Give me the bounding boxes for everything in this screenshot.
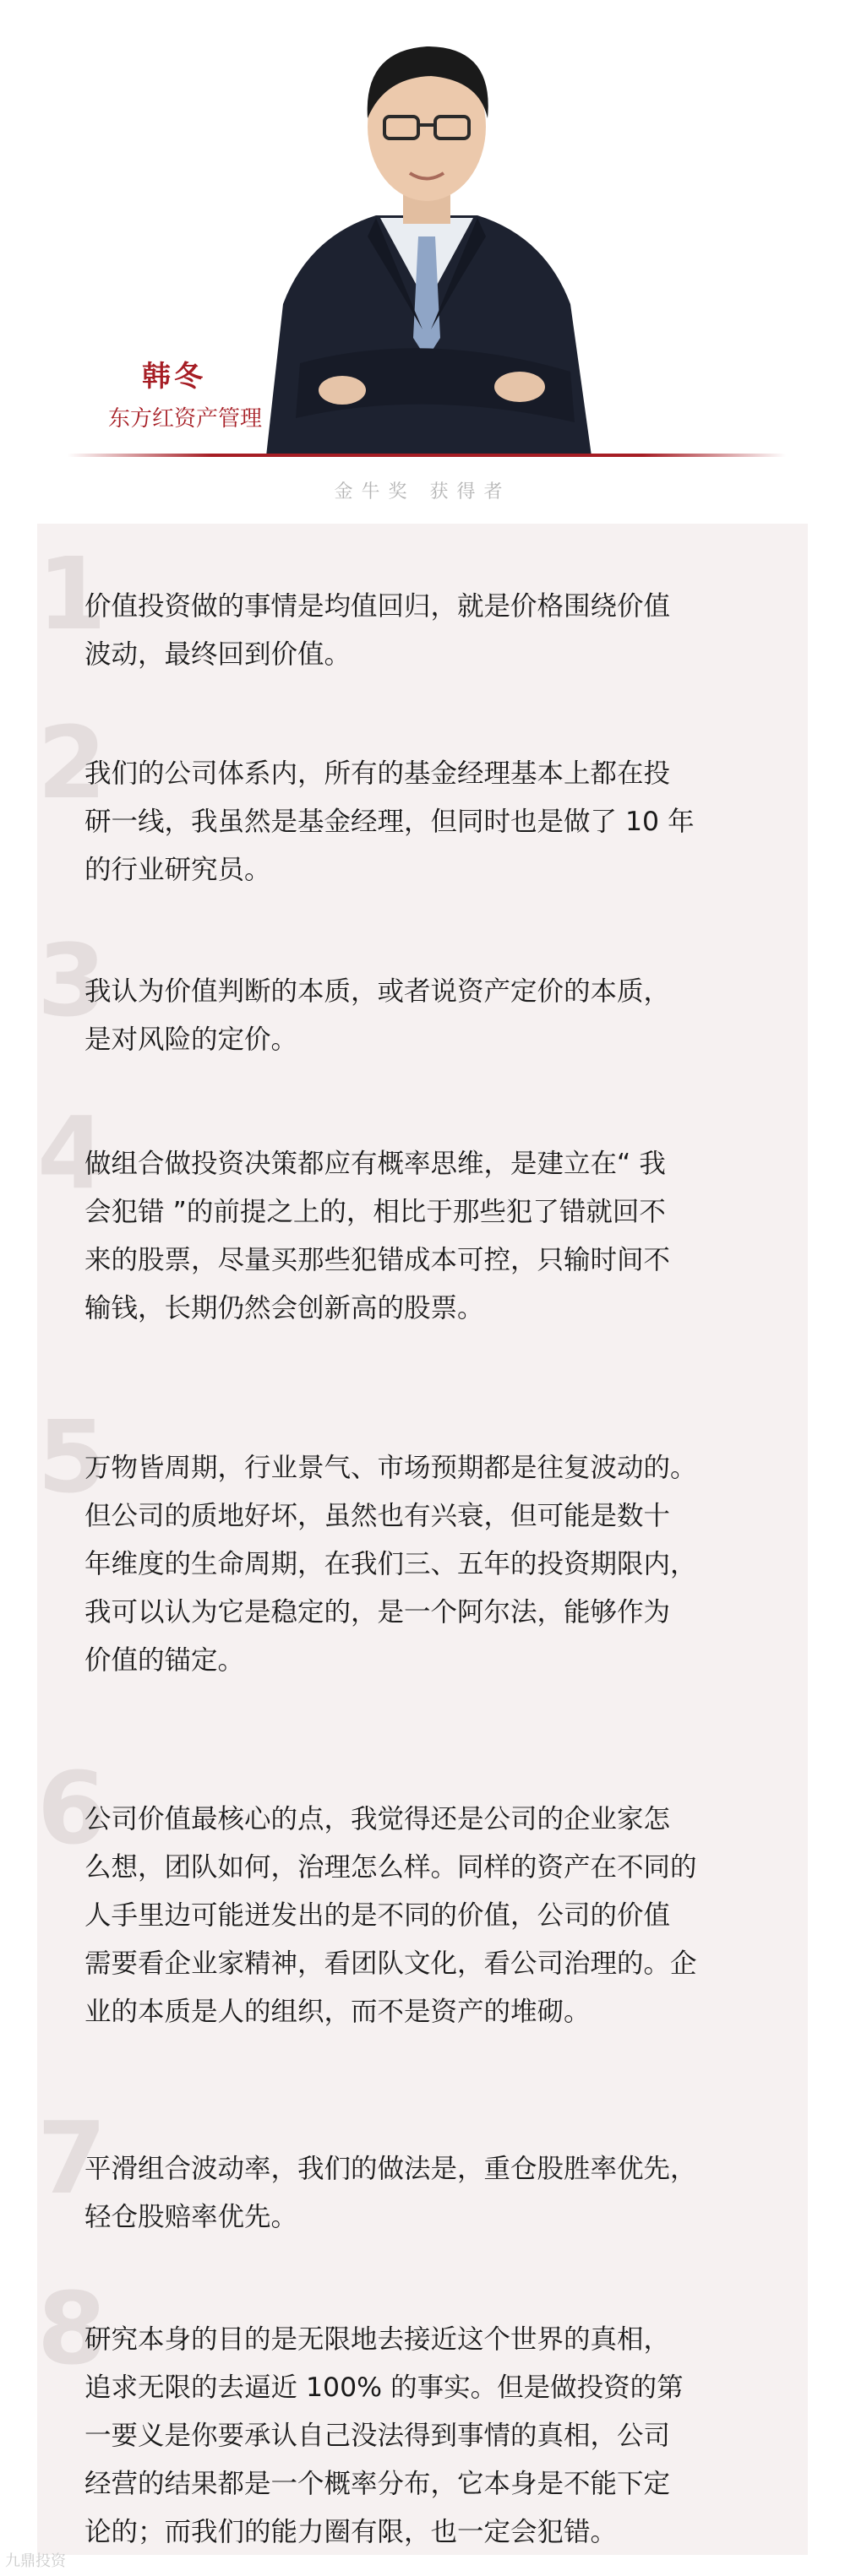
quote-number: 8: [37, 2270, 107, 2387]
quote-number: 6: [37, 1750, 107, 1867]
divider: [68, 454, 786, 457]
quote-text: 做组合做投资决策都应有概率思维，是建立在“ 我 会犯错 ”的前提之上的，相比于那些犯了错就回不 来的股票，尽量买那些犯错成本可控，只输时间不 输钱，长期仍然会创新高的股票。: [84, 1149, 671, 1323]
quote-number: 4: [37, 1095, 107, 1211]
quote-text: 公司价值最核心的点，我觉得还是公司的企业家怎 么想，团队如何，治理怎么样。同样的资产在不同的 人手里边可能迸发出的是不同的价值，公司的价值 需要看企业家精神，看团队文化，看公司治理的。企 业的本质是人的组织，而不是资产的堆砌。: [84, 1804, 697, 2027]
header: [0, 0, 845, 503]
quote-number: 3: [37, 922, 107, 1039]
quote-text: 万物皆周期，行业景气、市场预期都是往复波动的。 但公司的质地好坏，虽然也有兴衰，但可能是数十 年维度的生命周期，在我们三、五年的投资期限内， 我可以认为它是稳定的，是一个阿尔法，能够作为 价值的锚定。: [84, 1453, 697, 1676]
company-name: 东方红资产管理: [108, 406, 263, 432]
quote-number: 1: [37, 535, 107, 652]
quote-text: 我认为价值判断的本质，或者说资产定价的本质， 是对风险的定价。: [84, 976, 671, 1055]
quote-number: 2: [37, 704, 107, 821]
award-caption: 金牛奖 获得者: [334, 481, 511, 503]
watermark: 九鼎投资: [5, 2552, 66, 2570]
quote-number: 5: [37, 1399, 107, 1515]
quote-text: 研究本身的目的是无限地去接近这个世界的真相， 追求无限的去逼近 100% 的事实。但是做投资的第 一要义是你要承认自己没法得到事情的真相，公司 经营的结果都是一个概率分布，它本身是不能下定 论的；而我们的能力圈有限，也一定会犯错。: [84, 2324, 684, 2547]
quote-text: 价值投资做的事情是均值回归，就是价格围绕价值 波动，最终回到价值。: [84, 591, 671, 670]
quote-number: 7: [37, 2100, 107, 2216]
person-name: 韩冬: [142, 360, 206, 394]
quote-text: 我们的公司体系内，所有的基金经理基本上都在投 研一线，我虽然是基金经理，但同时也是做了 10 年 的行业研究员。: [84, 758, 695, 885]
portrait-image: [249, 25, 604, 456]
quotes-card: [37, 524, 808, 2555]
quote-text: 平滑组合波动率，我们的做法是，重仓股胜率优先， 轻仓股赔率优先。: [84, 2154, 697, 2232]
